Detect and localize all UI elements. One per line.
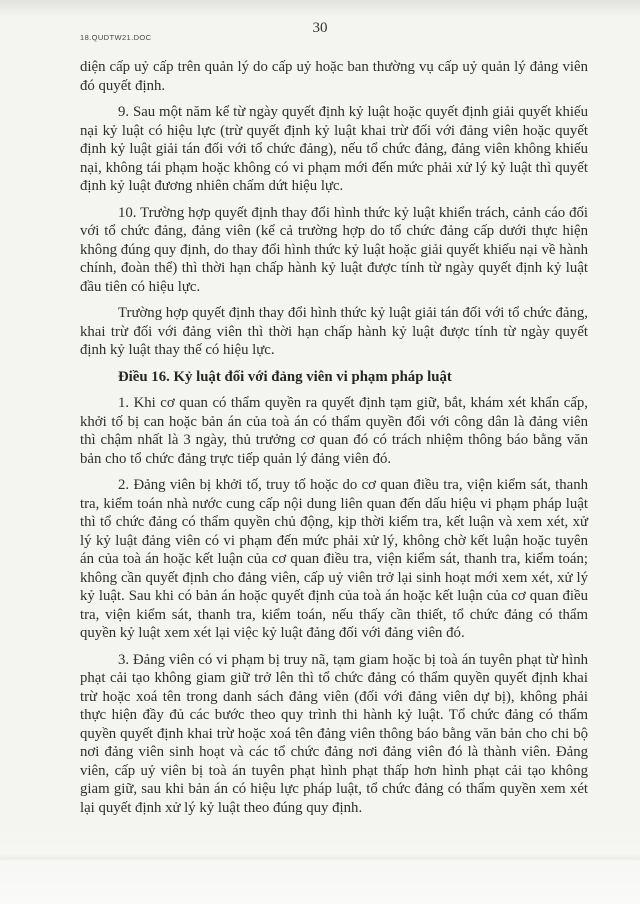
- paragraph-item-1: 1. Khi cơ quan có thẩm quyền ra quyết định tạm giữ, bắt, khám xét khẩn cấp, khởi tố bị can hoặc bản án của toà án có thẩm quyền đối với công dân là đảng viên thì chậm nhất là 3 ngày, thủ trưởng cơ quan đó có trách nhiệm thông báo bằng văn bản cho tổ chức đảng trực tiếp quản lý đảng viên đó.: [80, 395, 588, 467]
- scan-artifact-bottom: [0, 824, 640, 904]
- paragraph-item-9: 9. Sau một năm kể từ ngày quyết định kỷ luật hoặc quyết định giải quyết khiếu nại kỷ luật có hiệu lực (trừ quyết định kỷ luật khai trừ đối với đảng viên hoặc quyết định kỷ luật giải tán đối với tổ chức đảng), nếu tổ chức đảng, đảng viên không khiếu nại, không tái phạm hoặc không có vi phạm mới đến mức phải xử lý kỷ luật thì quyết định kỷ luật đương nhiên chấm dứt hiệu lực.: [80, 104, 588, 194]
- paragraph-item-10: 10. Trường hợp quyết định thay đổi hình thức kỷ luật khiển trách, cảnh cáo đối với tổ chức đảng, đảng viên (kể cả trường hợp do tổ chức đảng cấp dưới thực hiện không đúng quy định, do thay đổi hình thức kỷ luật hoặc giải quyết khiếu nại về hành chính, đoàn thể) thì thời hạn chấp hành kỷ luật được tính từ ngày quyết định kỷ luật đầu tiên có hiệu lực.: [80, 204, 588, 295]
- paragraph-item-2: 2. Đảng viên bị khởi tố, truy tố hoặc do cơ quan điều tra, viện kiểm sát, thanh tra, kiểm toán nhà nước cung cấp nội dung liên quan đến dấu hiệu vi phạm pháp luật thì tổ chức đảng có thẩm quyền chủ động, kịp thời kiểm tra, kết luận và xem xét, xử lý kỷ luật đảng viên có vi phạm đến mức phải xử lý, không chờ kết luận hoặc tuyên án của toà án hoặc kết luận của cơ quan điều tra, viện kiểm sát, thanh tra, kiểm toán; không cần quyết định cho đảng viên, cấp uỷ viên trở lại sinh hoạt mới xem xét, xử lý kỷ luật. Sau khi có bản án hoặc quyết định của toà án hoặc kết luận của cơ quan điều tra, viện kiểm sát, thanh tra, kiểm toán, nếu thấy cần thiết, tổ chức đảng có thẩm quyền kỷ luật xem xét lại việc kỷ luật đảng đối với đảng viên đó.: [80, 477, 588, 641]
- document-body: [80, 58, 588, 825]
- scan-artifact-streak: [0, 856, 640, 860]
- paragraph-item-3: 3. Đảng viên có vi phạm bị truy nã, tạm giam hoặc bị toà án tuyên phạt từ hình phạt cải tạo không giam giữ trở lên thì tổ chức đảng có thẩm quyền quyết định khai trừ hoặc xoá tên trong danh sách đảng viên (đối với đảng viên dự bị), không phải thực hiện đầy đủ các bước theo quy trình thi hành kỷ luật. Tổ chức đảng có thẩm quyền quyết định khai trừ hoặc xoá tên đảng viên thông báo bằng văn bản cho chi bộ nơi đảng viên sinh hoạt và các tổ chức đảng nơi đảng viên đó là thành viên. Đảng viên, cấp uỷ viên bị toà án tuyên phạt hình phạt thấp hơn hình phạt cải tạo không giam giữ, sau khi bản án có hiệu lực pháp luật, tổ chức đảng có thẩm quyền xem xét lại quyết định xử lý kỷ luật theo đúng quy định.: [80, 651, 588, 816]
- paragraph-continuation: diện cấp uỷ cấp trên quản lý do cấp uỷ hoặc ban thường vụ cấp uỷ quản lý đảng viên đó quyết định.: [80, 59, 588, 94]
- document-file-label: 18.QUDTW21.DOC: [80, 33, 152, 42]
- page-number: 30: [312, 20, 328, 36]
- paragraph-item-10-continued: Trường hợp quyết định thay đổi hình thức kỷ luật giải tán đối với tổ chức đảng, khai trừ đối với đảng viên thì thời hạn chấp hành kỷ luật được tính từ ngày quyết định kỷ luật thay thế có hiệu lực.: [80, 305, 588, 358]
- section-heading-dieu-16: Điều 16. Kỷ luật đối với đảng viên vi phạm pháp luật: [118, 368, 452, 385]
- scan-artifact-top: [0, 0, 640, 16]
